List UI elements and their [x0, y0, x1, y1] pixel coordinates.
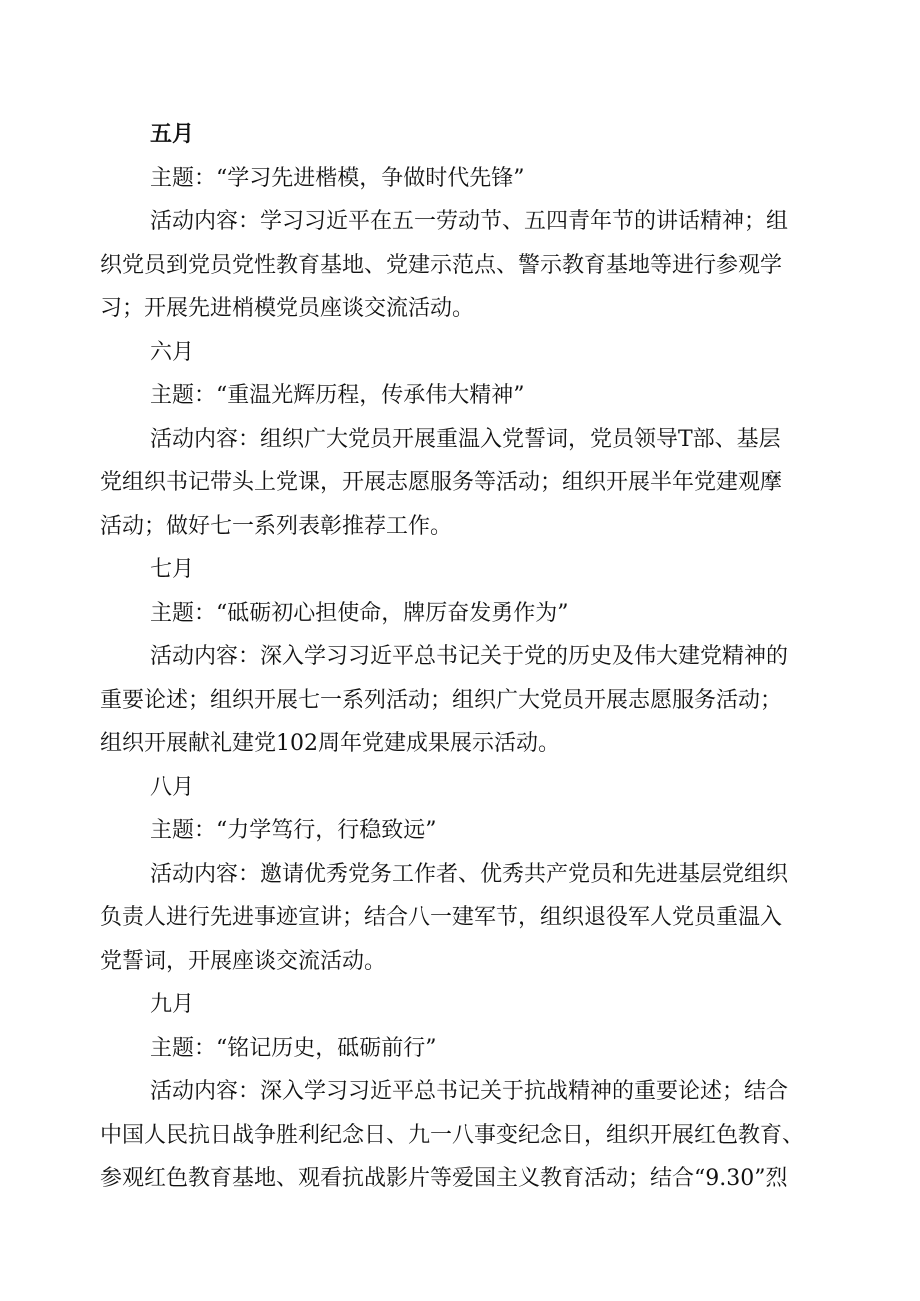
activity-june-line-1: 活动内容：组织广大党员开展重温入党誓词，党员领导T部、基层 [150, 426, 781, 452]
activity-may-line-3: 习；开展先进梢模党员座谈交流活动。 [100, 296, 475, 321]
document-body [100, 113, 830, 1201]
activity-september-line-3: 参观红色教育基地、观看抗战影片等爱国主义教育活动；结合“9.30”烈 [100, 1166, 788, 1191]
activity-june-line-3: 活动；做好七一系列表彰推荐工作。 [100, 513, 453, 539]
theme-july: 主题：“砥砺初心担使命，牌厉奋发勇作为” [150, 600, 569, 626]
activity-july-line-3: 组织开展献礼建党102周年党建成果展示活动。 [100, 731, 560, 756]
activity-may-line-2: 织党员到党员党性教育基地、党建示范点、警示教育基地等进行参观学 [100, 252, 783, 278]
activity-may-line-1: 活动内容：学习习近平在五一劳动节、五四青年节的讲话精神；组 [150, 209, 789, 234]
month-heading-june: 六月 [150, 339, 195, 365]
theme-may: 主题：“学习先进楷模，争做时代先锋” [150, 165, 525, 191]
month-heading-may: 五月 [150, 121, 195, 147]
activity-august-line-2: 负责人进行先进事迹宣讲；结合八一建军节，组织退役军人党员重温入 [100, 905, 783, 930]
activity-september-line-2: 中国人民抗日战争胜利纪念日、九一八事变纪念日，组织开展红色教育、 [100, 1122, 805, 1148]
month-heading-september: 九月 [150, 992, 195, 1017]
theme-june: 主题：“重温光辉历程，传承伟大精神” [150, 383, 525, 408]
activity-june-line-2: 党组织书记带头上党课，开展志愿服务等活动；组织开展半年党建观摩 [100, 470, 783, 495]
month-heading-july: 七月 [150, 557, 195, 582]
activity-july-line-1: 活动内容：深入学习习近平总书记关于党的历史及伟大建党精神的 [150, 644, 789, 669]
activity-july-line-2: 重要论述；组织开展七一系列活动；组织广大党员开展志愿服务活动； [100, 687, 783, 713]
theme-august: 主题：“力学笃行，行稳致远” [150, 818, 437, 843]
month-heading-august: 八月 [150, 774, 195, 800]
activity-august-line-3: 党誓词，开展座谈交流活动。 [100, 948, 387, 974]
activity-august-line-1: 活动内容：邀请优秀党务工作者、优秀共产党员和先进基层党组织 [150, 861, 789, 887]
activity-september-line-1: 活动内容：深入学习习近平总书记关于抗战精神的重要论述；结合 [150, 1079, 789, 1104]
theme-september: 主题：“铭记历史，砥砺前行” [150, 1035, 437, 1061]
